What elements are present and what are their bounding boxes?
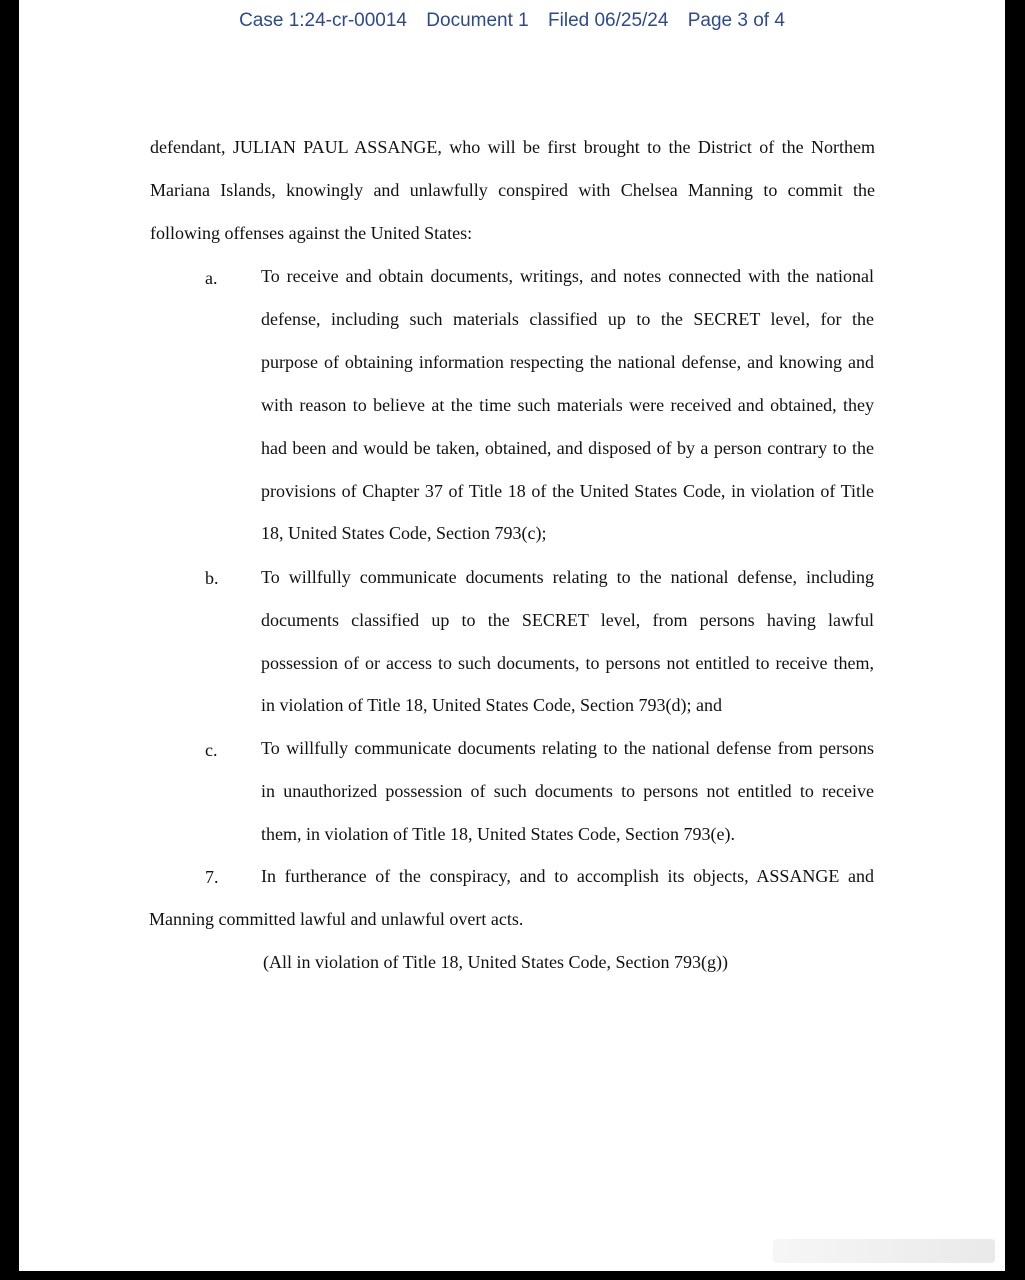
list-label: c. xyxy=(205,740,218,760)
court-header xyxy=(19,10,1005,32)
list-line: 18, United States Code, Section 793(c); xyxy=(261,523,547,543)
page-number: Page 3 of 4 xyxy=(687,10,785,31)
list-line: provisions of Chapter 37 of Title 18 of the United States Code, in violation of Title xyxy=(261,481,874,501)
list-line: had been and would be taken, obtained, and disposed of by a person contrary to the xyxy=(261,438,874,458)
list-line: To willfully communicate documents relating to the national defense from persons xyxy=(261,738,874,758)
list-line: them, in violation of Title 18, United States Code, Section 793(e). xyxy=(261,824,735,844)
intro-line: following offenses against the United States: xyxy=(150,223,473,243)
list-line: with reason to believe at the time such materials were received and obtained, they xyxy=(261,395,874,415)
paragraph-line: In furtherance of the conspiracy, and to accomplish its objects, ASSANGE and xyxy=(261,866,874,886)
list-line: defense, including such materials classified up to the SECRET level, for the xyxy=(261,309,874,329)
list-label: a. xyxy=(205,268,218,288)
list-line: To willfully communicate documents relating to the national defense, including xyxy=(261,567,874,587)
paragraph-line: Manning committed lawful and unlawful overt acts. xyxy=(149,909,524,929)
intro-line: defendant, JULIAN PAUL ASSANGE, who will be first brought to the District of the Northem xyxy=(150,137,875,157)
case-number: Case 1:24-cr-00014 xyxy=(239,10,407,31)
list-line: in unauthorized possession of such documents to persons not entitled to receive xyxy=(261,781,874,801)
list-line: documents classified up to the SECRET level, from persons having lawful xyxy=(261,610,874,630)
document-number: Document 1 xyxy=(426,10,529,31)
paragraph-number: 7. xyxy=(205,867,219,887)
list-line: purpose of obtaining information respecting the national defense, and knowing and xyxy=(261,352,874,372)
watermark xyxy=(773,1239,995,1263)
intro-line: Mariana Islands, knowingly and unlawfully conspired with Chelsea Manning to commit the xyxy=(150,180,875,200)
list-line: possession of or access to such documents, to persons not entitled to receive them, xyxy=(261,653,874,673)
list-label: b. xyxy=(205,568,219,588)
document-page xyxy=(19,0,1005,1271)
filed-date: Filed 06/25/24 xyxy=(548,10,669,31)
list-line: To receive and obtain documents, writings, and notes connected with the national xyxy=(261,266,874,286)
closing-statute: (All in violation of Title 18, United States Code, Section 793(g)) xyxy=(263,952,728,972)
list-line: in violation of Title 18, United States Code, Section 793(d); and xyxy=(261,695,722,715)
